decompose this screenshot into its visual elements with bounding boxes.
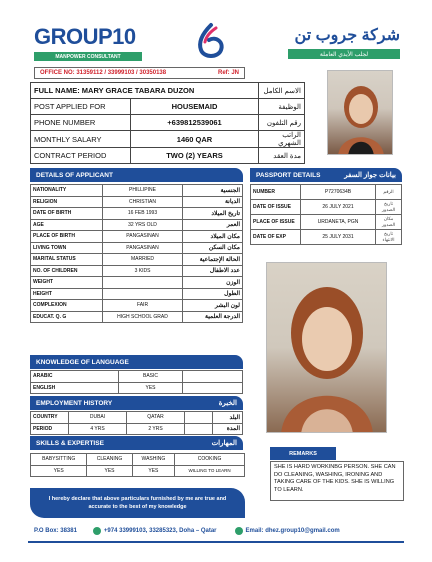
table-row — [251, 185, 402, 200]
passport-field-value: 26 JULY 2021 — [301, 200, 376, 215]
applicant-photo-small — [327, 70, 393, 155]
skills-title-ar: المهارات — [211, 440, 237, 447]
language-arabic-value: BASIC — [119, 371, 183, 383]
post-value: HOUSEMAID — [131, 99, 259, 115]
table-row — [31, 311, 243, 323]
applicant-field-value: 16 FEB 1993 — [103, 208, 183, 220]
applicant-field-label: WEIGHT — [31, 277, 103, 289]
passport-field-label: NUMBER — [251, 185, 301, 200]
footer-email: Email: dhez.group10@gmail.com — [245, 528, 340, 534]
language-title: KNOWLEDGE OF LANGUAGE — [36, 358, 129, 366]
applicant-field-value: CHRISTIAN — [103, 196, 183, 208]
applicant-field-label: NATIONALITY — [31, 185, 103, 197]
applicant-field-value: PANGASINAN — [103, 231, 183, 243]
country-label: COUNTRY — [31, 412, 69, 424]
passport-field-label: PLACE OF ISSUE — [251, 215, 301, 230]
table-row — [31, 265, 243, 277]
applicant-field-value: PHILLIPINE — [103, 185, 183, 197]
language-header — [30, 355, 243, 369]
footer-phone: +974 33999103, 33285323, Doha – Qatar — [103, 528, 217, 534]
passport-field-value: URDANETA, PGN — [301, 215, 376, 230]
table-row — [31, 382, 243, 394]
full-name-label: FULL NAME: — [34, 86, 80, 95]
footer-rule — [28, 541, 404, 543]
applicant-field-ar: الديانة — [183, 196, 243, 208]
applicant-field-ar: الطول — [183, 288, 243, 300]
country-1: DUBAI — [69, 412, 127, 424]
applicant-field-ar: تاريخ الميلاد — [183, 208, 243, 220]
contract-label: CONTRACT PERIOD — [31, 148, 131, 164]
table-row — [31, 99, 305, 115]
employment-table — [30, 411, 243, 435]
skills-title: SKILLS & EXPERTISE — [36, 439, 104, 447]
language-arabic-label: ARABIC — [31, 371, 119, 383]
skill-value-3: YES — [132, 465, 175, 477]
period-2: 2 YRS — [127, 423, 185, 435]
table-row — [31, 288, 243, 300]
skill-header-3: WASHING — [132, 454, 175, 466]
table-row — [31, 185, 243, 197]
table-row — [251, 215, 402, 230]
passport-field-value: 25 JULY 2031 — [301, 230, 376, 245]
applicant-field-value: PANGASINAN — [103, 242, 183, 254]
employment-title: EMPLOYMENT HISTORY — [36, 399, 113, 407]
reference: Ref: JN — [217, 70, 239, 76]
phone-label: PHONE NUMBER — [31, 115, 131, 131]
full-name-ar: الاسم الكامل — [259, 83, 305, 99]
table-row — [31, 115, 305, 131]
period-1: 4 YRS — [69, 423, 127, 435]
brand-swirl-icon — [192, 22, 230, 64]
applicant-field-ar: العمر — [183, 219, 243, 231]
language-table — [30, 370, 243, 394]
country-2: QATAR — [127, 412, 185, 424]
passport-details-table — [250, 184, 402, 245]
applicant-field-value — [103, 288, 183, 300]
applicant-field-value: 3 KIDS — [103, 265, 183, 277]
passport-field-ar: الرقم — [376, 185, 402, 200]
contract-ar: مدة العقد — [259, 148, 305, 164]
applicant-details-table — [30, 184, 243, 323]
period-ar: المدة — [213, 423, 243, 435]
applicant-field-value: 32 YRS OLD — [103, 219, 183, 231]
applicant-field-value — [103, 277, 183, 289]
logo-right-sub: لجلب الأيدي العاملة — [288, 49, 400, 59]
remarks-title: REMARKS — [289, 450, 317, 457]
logo-left — [34, 25, 142, 65]
applicant-field-label: EDUCAT. Q. G — [31, 311, 103, 323]
applicant-field-label: COMPLEXION — [31, 300, 103, 312]
applicant-field-label: HEIGHT — [31, 288, 103, 300]
portrait-icon — [328, 71, 393, 155]
salary-label: MONTHLY SALARY — [31, 131, 131, 148]
logo-right — [288, 25, 400, 65]
skills-header — [30, 436, 243, 450]
applicant-field-value: MARRIED — [103, 254, 183, 266]
applicant-field-ar: الوزن — [183, 277, 243, 289]
language-english-value: YES — [119, 382, 183, 394]
personal-summary-table — [30, 82, 305, 164]
post-ar: الوظيفة — [259, 99, 305, 115]
applicant-field-ar: لون البشر — [183, 300, 243, 312]
applicant-field-ar: الدرجة العلمية — [183, 311, 243, 323]
passport-field-ar: تاريخ الانتهاء — [376, 230, 402, 245]
remarks-box — [270, 461, 404, 501]
country-ar: البلد — [213, 412, 243, 424]
phone-icon — [93, 527, 101, 535]
applicant-field-label: NO. OF CHILDREN — [31, 265, 103, 277]
salary-ar: الراتب الشهري — [259, 131, 305, 148]
applicant-field-label: PLACE OF BIRTH — [31, 231, 103, 243]
applicant-field-label: DATE OF BIRTH — [31, 208, 103, 220]
footer — [34, 525, 404, 537]
table-row — [31, 423, 243, 435]
table-row — [31, 254, 243, 266]
applicant-field-value: FAIR — [103, 300, 183, 312]
applicant-field-ar: عدد الاطفال — [183, 265, 243, 277]
table-row — [31, 131, 305, 148]
passport-field-value: P7270634B — [301, 185, 376, 200]
skill-header-1: BABYSITTING — [31, 454, 87, 466]
declaration-box — [30, 488, 245, 518]
skills-table — [30, 453, 245, 477]
employment-header — [30, 396, 243, 410]
passport-details-header — [250, 168, 402, 182]
skill-value-4: WILLING TO LEARN — [175, 465, 245, 477]
table-row — [31, 208, 243, 220]
office-no: OFFICE NO: 31359112 / 33999103 / 30350138 — [40, 70, 167, 76]
applicant-field-label: RELIGION — [31, 196, 103, 208]
logo-right-text: شركة جروب تن — [294, 27, 400, 44]
skill-header-2: CLEANING — [87, 454, 132, 466]
contract-value: TWO (2) YEARS — [131, 148, 259, 164]
applicant-details-header — [30, 168, 243, 182]
applicant-field-ar: الحالة الإجتماعية — [183, 254, 243, 266]
email-icon — [235, 527, 243, 535]
salary-value: 1460 QAR — [131, 131, 259, 148]
logo-left-text: GROUP10 — [34, 24, 136, 49]
post-label: POST APPLIED FOR — [31, 99, 131, 115]
phone-value: +639812539061 — [131, 115, 259, 131]
remarks-header — [270, 447, 336, 460]
table-row — [31, 300, 243, 312]
table-row — [31, 148, 305, 164]
applicant-field-ar: مكان الميلاد — [183, 231, 243, 243]
applicant-field-label: MARITAL STATUS — [31, 254, 103, 266]
skill-value-2: YES — [87, 465, 132, 477]
table-row — [31, 219, 243, 231]
table-row — [31, 465, 245, 477]
office-bar — [34, 67, 245, 79]
language-english-label: ENGLISH — [31, 382, 119, 394]
passport-field-label: DATE OF ISSUE — [251, 200, 301, 215]
skill-value-1: YES — [31, 465, 87, 477]
table-row — [31, 83, 305, 99]
employment-title-ar: الخبرة — [218, 400, 237, 407]
table-row — [31, 412, 243, 424]
remarks-text: SHE IS HARD WORKINBG PERSON. SHE CAN DO CLEANING, WASHING, IRONING AND TAKING CARE OF THE KIDS. SHE IS WILLING TO LEARN. — [274, 464, 396, 493]
full-name-value: MARY GRACE TABARA DUZON — [81, 86, 195, 95]
applicant-details-title: DETAILS OF APPLICANT — [36, 171, 113, 179]
logo-left-sub: MANPOWER CONSULTANT — [34, 52, 142, 61]
table-row — [31, 454, 245, 466]
table-row — [31, 242, 243, 254]
table-row — [31, 196, 243, 208]
portrait-large-icon — [267, 263, 387, 433]
footer-po-box: P.O Box: 38381 — [34, 528, 77, 534]
passport-details-title-ar: بيانات جواز السفر — [344, 172, 396, 179]
passport-details-title: PASSPORT DETAILS — [256, 171, 321, 179]
table-row — [31, 371, 243, 383]
table-row — [31, 277, 243, 289]
applicant-photo-large — [266, 262, 387, 433]
period-label: PERIOD — [31, 423, 69, 435]
table-row — [251, 230, 402, 245]
table-row — [251, 200, 402, 215]
passport-field-label: DATE OF EXP — [251, 230, 301, 245]
applicant-field-ar: الجنسية — [183, 185, 243, 197]
passport-field-ar: تاريخ الصدور — [376, 200, 402, 215]
table-row — [31, 231, 243, 243]
applicant-field-value: HIGH SCHOOL GRAD — [103, 311, 183, 323]
applicant-field-label: AGE — [31, 219, 103, 231]
applicant-field-ar: مكان السكن — [183, 242, 243, 254]
applicant-field-label: LIVING TOWN — [31, 242, 103, 254]
declaration-text: I hereby declare that above particulars furnished by me are true and accurate to the best of my knowledge — [48, 495, 227, 510]
phone-ar: رقم التلفون — [259, 115, 305, 131]
passport-field-ar: مكان الصدور — [376, 215, 402, 230]
skill-header-4: COOKING — [175, 454, 245, 466]
